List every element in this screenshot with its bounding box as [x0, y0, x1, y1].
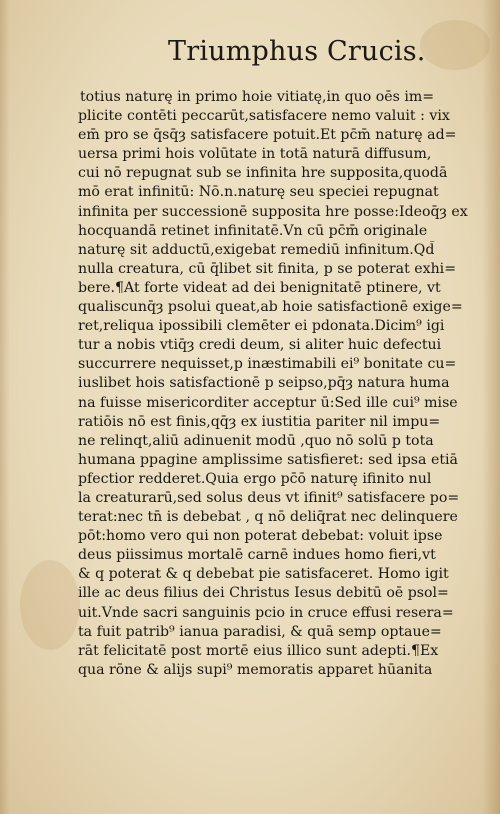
- text-line: ille ac deus filius dei Christus Iesus debitū oē psol=: [78, 585, 449, 602]
- page-edge-shadow-left: [0, 0, 10, 814]
- text-line: uit.Vnde sacri sanguinis pcio in cruce effusi resera=: [78, 604, 454, 621]
- text-line: deus piissimus mortalē carnē indues homo fieri,vt: [78, 547, 436, 564]
- text-line: totius naturę in primo hoie vitiatę,in quo oēs im=: [80, 89, 435, 105]
- text-line: qualiscunq̄ȝ psolui queat,ab hoie satisfactionē exige=: [78, 299, 463, 316]
- text-line: qua rōne & alijs supi⁹ memoratis apparet hūanita: [78, 661, 433, 678]
- text-line: na fuisse misericorditer acceptur ū:Sed ille cui⁹ mise: [78, 394, 458, 411]
- text-line: ret,reliqua ipossibili clemēter ei pdonata.Dicim⁹ igi: [78, 318, 445, 335]
- text-block: [78, 88, 478, 680]
- text-line: nulla creatura, cū q̄libet sit finita, p se poterat exhi=: [78, 260, 457, 277]
- text-line: infinita per successionē supposita hre posse:Ideoq̄ȝ ex: [78, 203, 468, 220]
- text-line: tur a nobis vtiq̄ȝ credi deum, si aliter huic defectui: [78, 337, 442, 354]
- text-line: succurrere nequisset,p inæstimabili ei⁹ bonitate cu=: [78, 356, 457, 373]
- text-line: terat:nec tn̄ is debebat , q nō deliq̄rat nec delinquere: [78, 509, 458, 526]
- paper-stain: [420, 20, 490, 70]
- text-line: humana ppagine amplissime satisfieret: sed ipsa etiā: [78, 451, 458, 468]
- text-line: bere.¶At forte videat ad dei benignitatē ptinere, vt: [78, 279, 441, 296]
- text-line: uersa primi hois volūtate in totā naturā diffusum,: [78, 146, 432, 163]
- paper-stain: [20, 560, 80, 650]
- text-line: plicite contēti peccarūt,satisfacere nemo valuit : vix: [78, 108, 450, 125]
- text-line: rāt felicitatē post mortē eius illico sunt adepti.¶Ex: [78, 642, 439, 659]
- text-line: ratiōis nō est finis,qq̄ȝ ex iustitia pariter nil impu=: [78, 413, 441, 430]
- text-line: naturę sit adductū,exigebat remediū infinitum.Qd̄: [78, 241, 435, 258]
- text-line: & q poterat & q debebat pie satisfaceret. Homo igit: [78, 566, 449, 583]
- text-line: pfectior redderet.Quia ergo pc̄ō naturę ifinito nul: [78, 470, 432, 487]
- text-line: mō erat infinitū: Nō.n.naturę seu speciei repugnat: [78, 184, 439, 201]
- running-head: Triumphus Crucis.: [168, 36, 426, 67]
- text-line: hocquandā retinet infinitatē.Vn cū pc̄m̄ originale: [78, 222, 428, 239]
- text-line: ne relinqt,aliū adinuenit modū ,quo nō solū p tota: [78, 432, 434, 449]
- text-line: pōt:homo vero qui non poterat debebat: voluit ipse: [78, 528, 443, 545]
- text-line: cui nō repugnat sub se infinita hre supposita,quodā: [78, 165, 448, 182]
- text-line: la creaturarū,sed solus deus vt ifinit⁹ satisfacere po=: [78, 489, 460, 506]
- text-line: ta fuit patrib⁹ ianua paradisi, & quā semp optaue=: [78, 623, 442, 640]
- page-edge-shadow-right: [482, 0, 500, 814]
- text-line: em̄ pro se q̄sq̄ȝ satisfacere potuit.Et pc̄m̄ naturę ad=: [78, 127, 457, 144]
- text-line: iuslibet hois satisfactionē p seipso,pq̄ȝ natura huma: [78, 375, 450, 392]
